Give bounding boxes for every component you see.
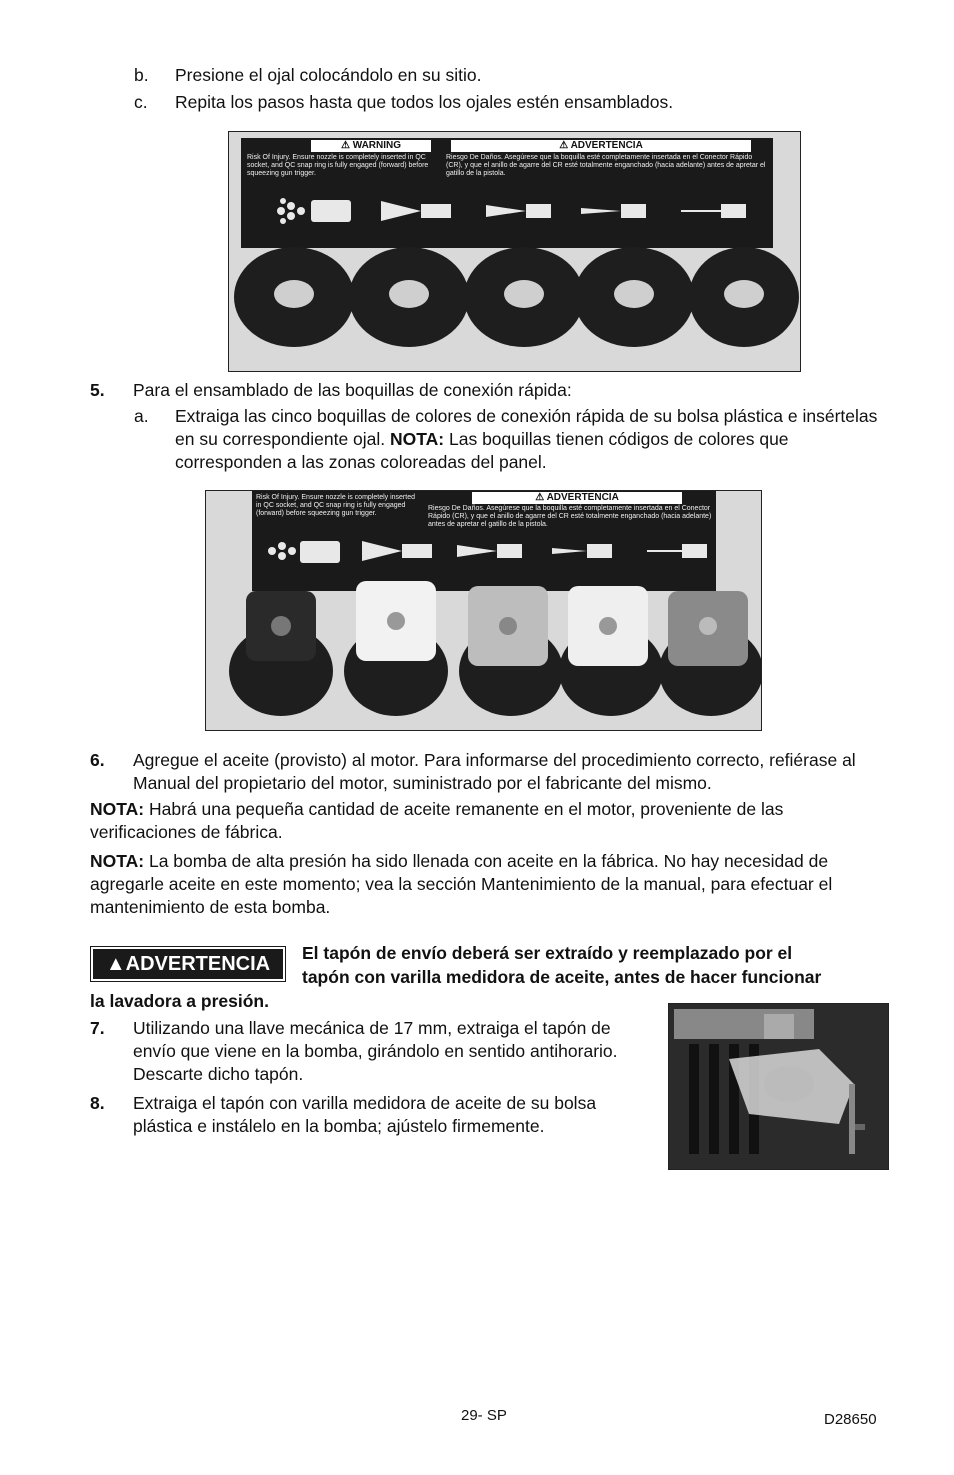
- warning-line-2: tapón con varilla medidora de aceite, antes de hacer funcionar: [302, 967, 822, 987]
- step-8-number: 8.: [90, 1093, 105, 1113]
- decal-text-es: Riesgo De Daños. Asegúrese que la boquilla esté completamente insertada en el Conector Rápido (CR), y que el anillo de agarre del CR esté totalmente enganchado (hacia adelante) antes de apretar el gatillo de la pistola.: [446, 154, 766, 177]
- warning-line-3: la lavadora a presión.: [90, 991, 269, 1011]
- decal-text-en: Risk Of Injury. Ensure nozzle is completely inserted in QC socket, and QC snap ring is fully engaged (forward) before squeezing gun trigger.: [247, 154, 429, 177]
- pump-illustration: [669, 1004, 888, 1169]
- decal2-text-es: Riesgo De Daños. Asegúrese que la boquilla esté completamente insertada en el Conector Rápido (CR), y que el anillo de agarre del CR esté totalmente enganchado (hacia adelante) antes de apretar el gatillo de la pistola.: [428, 505, 712, 528]
- step-b-text: Presione el ojal colocándolo en su sitio.: [175, 65, 482, 85]
- decal2-text-en: Risk Of Injury. Ensure nozzle is completely inserted in QC socket, and QC snap ring is fully engaged (forward) before squeezing gun trigger.: [256, 494, 415, 517]
- decal2-warning-header-es: ⚠ ADVERTENCIA: [472, 492, 682, 504]
- step-c-label: c.: [134, 92, 148, 112]
- nozzles-photo: [205, 490, 762, 731]
- step-6-text: Agregue el aceite (provisto) al motor. Para informarse del procedimiento correcto, refiérase al Manual del propietario del motor, suministrado por el fabricante del mismo.: [133, 750, 856, 793]
- grommets-photo: [228, 131, 801, 372]
- step-6-number: 6.: [90, 750, 105, 770]
- decal-warning-header-en: ⚠ WARNING: [311, 140, 431, 152]
- spray-pattern-icons: [241, 186, 773, 246]
- pump-photo: [668, 1003, 889, 1170]
- warning-line-1: El tapón de envío deberá ser extraído y reemplazado por el: [302, 943, 793, 963]
- advertencia-badge: ▲ADVERTENCIA: [91, 947, 285, 981]
- step-5-text: Para el ensamblado de las boquillas de conexión rápida:: [133, 380, 572, 400]
- step-7-text: Utilizando una llave mecánica de 17 mm, extraiga el tapón de envío que viene en la bomba, girándolo en sentido antihorario. Descarte dicho tapón.: [133, 1018, 618, 1084]
- step-5-number: 5.: [90, 380, 105, 400]
- grommets-row: [229, 242, 800, 362]
- decal-warning-header-es: ⚠ ADVERTENCIA: [451, 140, 751, 152]
- step-b-label: b.: [134, 65, 149, 85]
- step-7-number: 7.: [90, 1018, 105, 1038]
- page-number: 29- SP: [461, 1407, 507, 1424]
- note-2: NOTA: La bomba de alta presión ha sido llenada con aceite en la fábrica. No hay necesidad de agregarle aceite en este momento; vea la sección Mantenimiento de la manual, para efectuar el mantenimiento de esta bomba.: [90, 851, 833, 917]
- document-code: D28650: [824, 1411, 877, 1428]
- nozzle-decal: [241, 138, 773, 248]
- note-1: NOTA: Habrá una pequeña cantidad de aceite remanente en el motor, proveniente de las verificaciones de fábrica.: [90, 799, 784, 842]
- nozzles-row: [206, 571, 761, 731]
- step-8-text: Extraiga el tapón con varilla medidora de aceite de su bolsa plástica e instálelo en la bomba; ajústelo firmemente.: [133, 1093, 597, 1136]
- step-c-text: Repita los pasos hasta que todos los ojales estén ensamblados.: [175, 92, 674, 112]
- step-5a-label: a.: [134, 406, 149, 426]
- step-5a-text: Extraiga las cinco boquillas de colores de conexión rápida de su bolsa plástica e insértelas en su correspondiente ojal. NOTA: Las boquillas tienen códigos de colores que corresponden a las zonas coloreadas del panel.: [175, 406, 878, 472]
